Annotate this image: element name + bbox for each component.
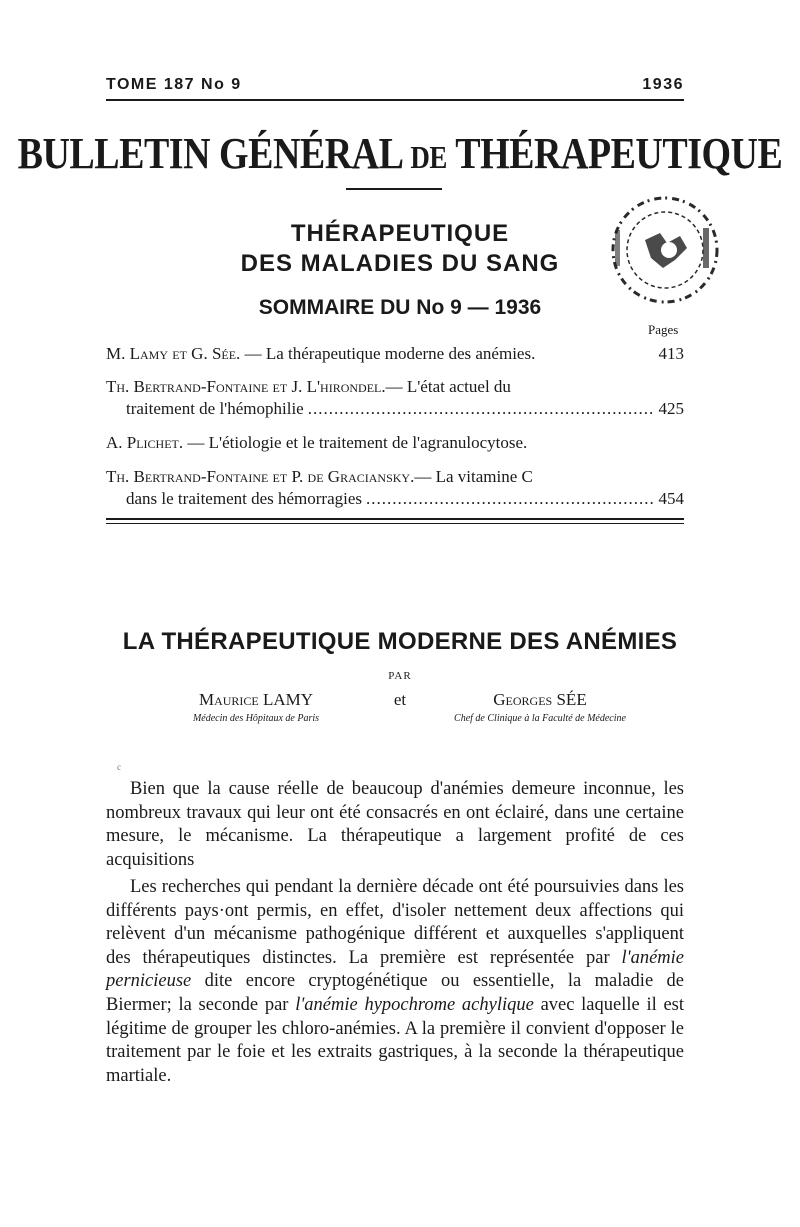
issue-subtitle-line1: THÉRAPEUTIQUE [290,220,510,247]
toc-title: — La vitamine C [414,467,533,486]
author-affiliation: Médecin des Hôpitaux de Paris [192,713,320,724]
title-short-rule [346,188,442,190]
volume-number: TOME 187 No 9 [106,76,242,93]
journal-title-part1: BULLETIN GÉNÉRAL [17,129,402,179]
toc-entry [106,343,684,365]
byline-conjunction: et [393,690,407,709]
byline-par: PAR [388,670,412,682]
header-rule [106,99,684,101]
disease-term: l'anémie pernicieuse [106,947,684,992]
journal-title [0,128,800,180]
pages-column-label: Pages [648,322,679,337]
author-affiliation: Chef de Clinique à la Faculté de Médecine [454,713,626,724]
toc-entry [106,432,684,454]
toc-authors: Th. Bertrand-Fontaine et J. L'hirondel. [106,377,386,396]
publication-year: 1936 [642,76,684,93]
toc-authors: Th. Bertrand-Fontaine et P. de Graciansky. [106,467,415,486]
toc-authors: M. Lamy et G. Sée. [106,344,241,363]
toc-entry [106,466,684,510]
toc-page-number: 454 [658,489,684,508]
toc-bottom-rule-thin [106,523,684,524]
body-text: dite encore cryptogénétique ou essentielle, la maladie de Biermer; la seconde par [106,971,684,1015]
toc-leader-dots [308,398,655,420]
journal-title-part3: THÉRAPEUTIQUE [455,129,783,179]
body-text: avec laquelle il est légitime de grouper les chloro-anémies. A la première il convient d'opposer le traitement par le foie et les extraits gastriques, à la seconde la thérapeutique martiale. [106,994,684,1086]
toc-leader-dots [366,488,654,510]
toc-authors: A. Plichet. [106,433,184,452]
author-name: Maurice LAMY [198,690,314,709]
toc-bottom-rule [106,518,684,520]
toc-title: — L'étiologie et le traitement de l'agranulocytose. [183,433,528,452]
toc-title: — La thérapeutique moderne des anémies. [240,344,536,363]
toc-page-number: 413 [658,344,684,363]
journal-title-part2: DE [410,139,447,176]
toc-title-continued: traitement de l'hémophilie [126,399,304,418]
author-name: Georges SÉE [493,690,587,709]
body-paragraph: Bien que la cause réelle de beaucoup d'anémies demeure inconnue, les nombreux travaux qui leur ont été consacrés en ont éclairé, dans une certaine mesure, le mécanisme. La thérapeutique a largement profité de ces acquisitions [106,779,684,870]
body-text: Les recherches qui pendant la dernière décade ont été poursuivies dans les différents pays·ont permis, en effet, d'isoler nettement deux affections qui relèvent d'un mécanisme pathogénique différent et auxquelles s'appliquent des thérapeutiques distinctes. La première est représentée par [106,877,684,968]
library-stamp-icon [605,188,723,313]
body-paragraph [106,876,684,1088]
sommaire-heading: SOMMAIRE DU No 9 — 1936 [258,296,542,319]
toc-entry [106,376,684,420]
article-title: LA THÉRAPEUTIQUE MODERNE DES ANÉMIES [122,628,678,655]
disease-term: l'anémie hypochrome achylique [295,994,534,1015]
toc-page-number: 425 [658,399,684,418]
issue-subtitle-line2: DES MALADIES DU SANG [240,250,560,277]
margin-mark: c [117,762,121,772]
toc-title-continued: dans le traitement des hémorragies [126,489,363,508]
toc-title: — L'état actuel du [385,377,511,396]
